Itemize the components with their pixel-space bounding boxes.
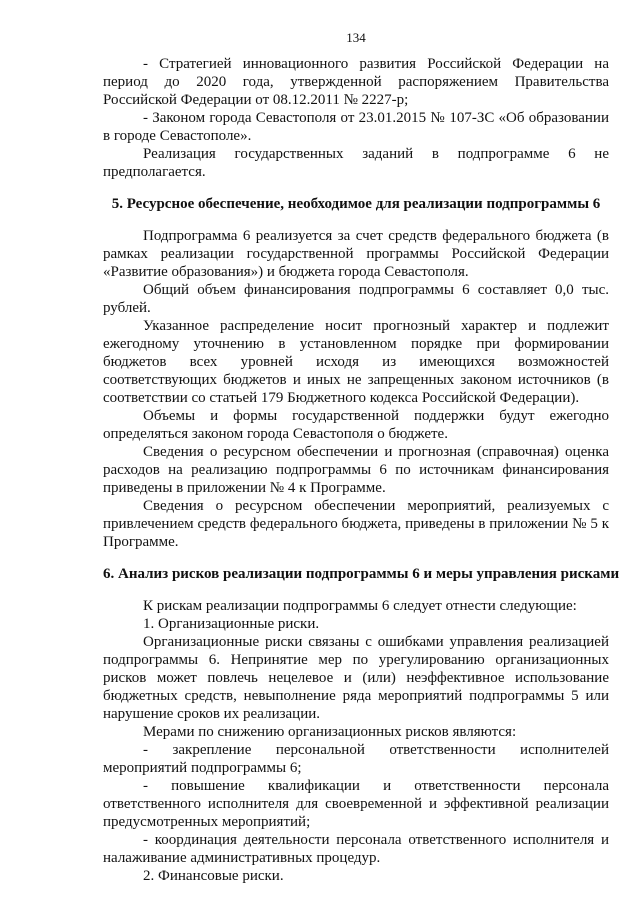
page-number: 134 [346,30,366,45]
paragraph-strategy: - Стратегией инновационного развития Российской Федерации на период до 2020 года, утвержденной распоряжением Правительства Российской Федерации от 08.12.2011 № 2227-р; [103,56,609,108]
section-5-paragraph: Сведения о ресурсном обеспечении мероприятий, реализуемых с привлечением средств федерального бюджета, приведены в приложении № 5 к Программе. [103,498,609,550]
section-6-paragraph: К рискам реализации подпрограммы 6 следует отнести следующие: [143,598,577,614]
section-6-paragraph: - закрепление персональной ответственности исполнителей мероприятий подпрограммы 6; [103,742,609,776]
section-6-paragraph: - повышение квалификации и ответственности персонала ответственного исполнителя для своевременной и эффективной реализации предусмотренных мероприятий; [103,778,609,830]
section-6-paragraph: 1. Организационные риски. [143,616,320,632]
section-5-paragraph: Объемы и формы государственной поддержки будут ежегодно определяться законом города Севастополя о бюджете. [103,408,609,442]
section-6-paragraph: 2. Финансовые риски. [143,868,284,884]
document-page [103,30,620,885]
section-6-paragraph: - координация деятельности персонала ответственного исполнителя и налаживание административных процедур. [103,832,609,866]
section-6-paragraph: Мерами по снижению организационных рисков являются: [143,724,517,740]
section-5-paragraph: Подпрограмма 6 реализуется за счет средств федерального бюджета (в рамках реализации государственной программы Российской Федерации «Развитие образования») и бюджета города Севастополя. [103,228,609,280]
section-6-heading: 6. Анализ рисков реализации подпрограммы 6 и меры управления рисками [103,566,620,582]
section-5-paragraph: Сведения о ресурсном обеспечении и прогнозная (справочная) оценка расходов на реализацию подпрограммы 6 по источникам финансирования приведены в приложении № 4 к Программе. [103,444,609,496]
section-5-paragraph: Указанное распределение носит прогнозный характер и подлежит ежегодному уточнению в установленном порядке при формировании бюджетов всех уровней исходя из имеющихся возможностей соответствующих бюджетов и иных не запрещенных законом источников (в соответствии со статьей 179 Бюджетного кодекса Российской Федерации). [103,318,609,406]
section-6-paragraph: Организационные риски связаны с ошибками управления реализацией подпрограммы 6. Непринятие мер по урегулированию организационных рисков может повлечь нецелевое и (или) неэффективное использование бюджетных средств, невыполнение ряда мероприятий подпрограммы 5 или нарушение сроков их реализации. [103,634,609,722]
paragraph-state-tasks: Реализация государственных заданий в подпрограмме 6 не предполагается. [103,146,609,180]
paragraph-law: - Законом города Севастополя от 23.01.2015 № 107-ЗС «Об образовании в городе Севастополе». [103,110,609,144]
section-5-heading: 5. Ресурсное обеспечение, необходимое для реализации подпрограммы 6 [111,196,601,212]
section-5-paragraph: Общий объем финансирования подпрограммы 6 составляет 0,0 тыс. рублей. [103,282,609,316]
